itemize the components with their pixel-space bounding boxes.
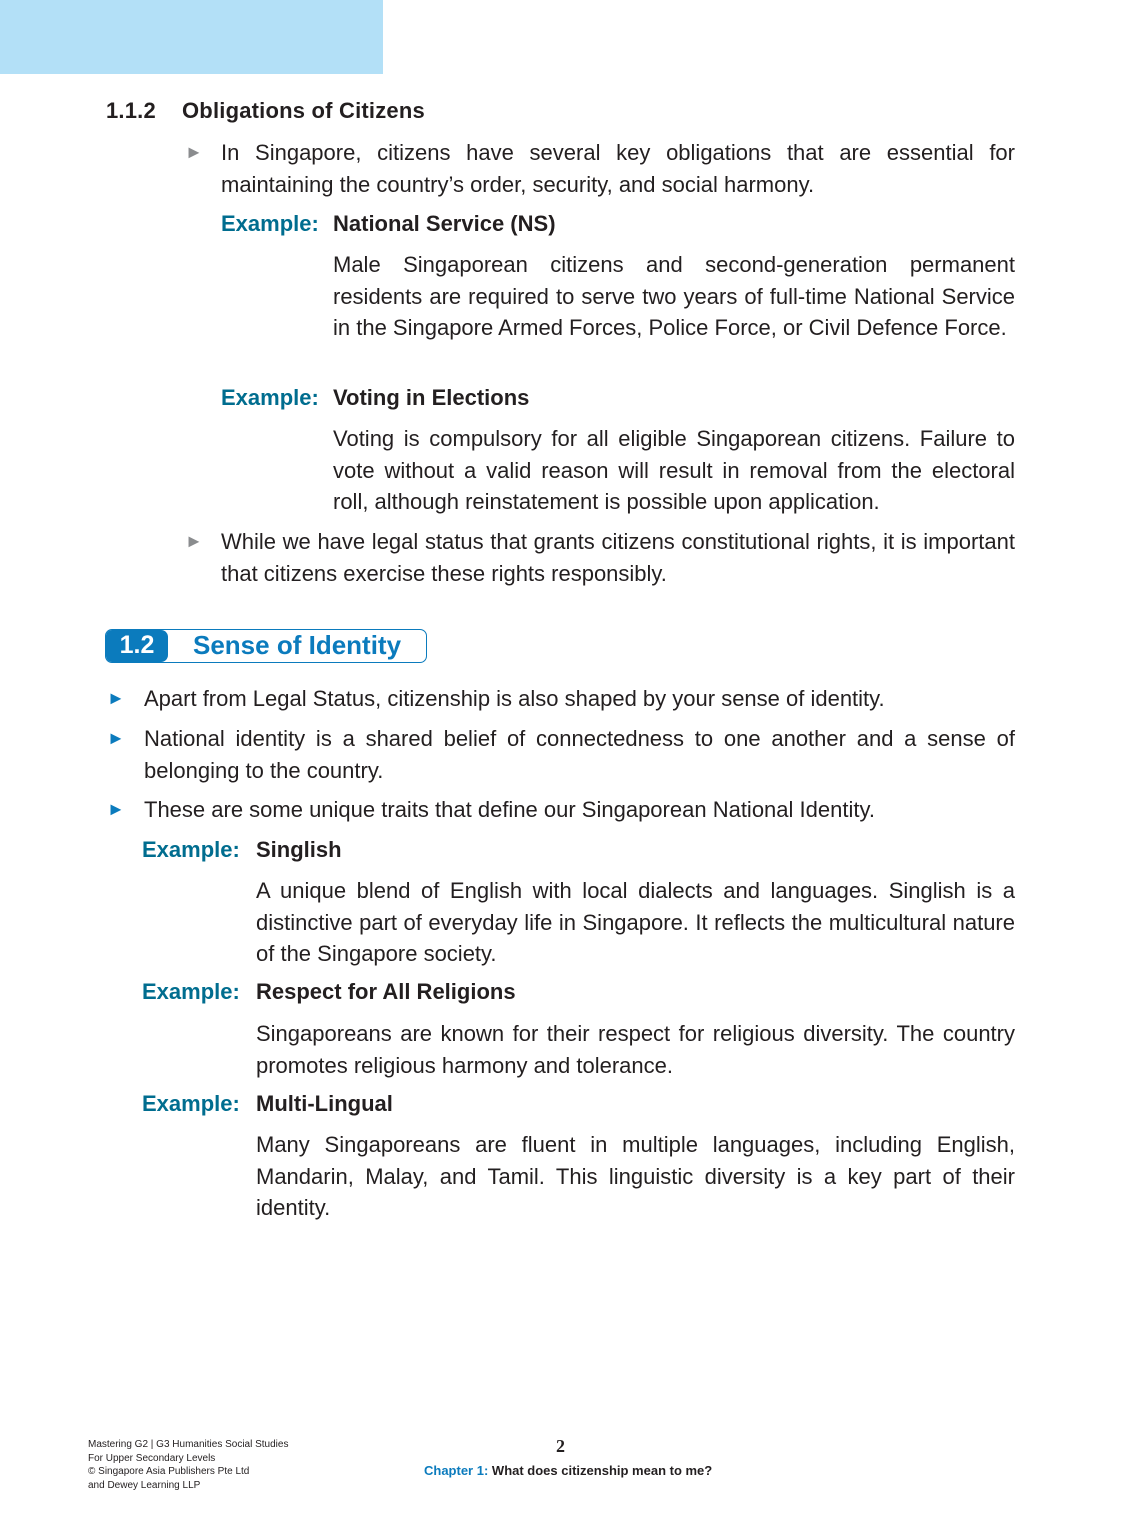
example-title: Singlish: [256, 837, 342, 862]
bullet-text: These are some unique traits that define our Singaporean National Identity.: [144, 797, 875, 822]
triangle-bullet-icon: ►: [185, 142, 203, 162]
triangle-bullet-icon: ►: [107, 799, 125, 819]
footer-line: and Dewey Learning LLP: [88, 1479, 201, 1491]
example-body: Voting is compulsory for all eligible Singaporean citizens. Failure to vote without a valid reason will result in removal from the electoral roll, although reinstatement is possible upon application.: [333, 426, 1015, 514]
example-title: Voting in Elections: [333, 385, 530, 410]
chapter-title: What does citizenship mean to me?: [491, 1463, 713, 1478]
footer-chapter: [424, 1463, 712, 1478]
bullet-text: Apart from Legal Status, citizenship is also shaped by your sense of identity.: [144, 686, 885, 711]
triangle-bullet-icon: ►: [185, 531, 203, 551]
page-number-text: 2: [556, 1436, 565, 1456]
example-label: Example:: [221, 385, 319, 410]
header-color-band: [0, 0, 383, 74]
example-title: Multi-Lingual: [256, 1091, 393, 1116]
example-body: Many Singaporeans are fluent in multiple languages, including English, Mandarin, Malay, and Tamil. This linguistic diversity is a key part of their identity.: [256, 1132, 1015, 1220]
example-body: Male Singaporean citizens and second-generation permanent residents are required to serve two years of full-time National Service in the Singapore Armed Forces, Police Force, or Civil Defence Force.: [333, 252, 1015, 340]
example-label: Example:: [142, 837, 240, 862]
bullet-item: [107, 683, 1015, 715]
section-title: Sense of Identity: [193, 630, 402, 660]
subsection-title: Obligations of Citizens: [182, 98, 425, 123]
bullet-text: National identity is a shared belief of connectedness to one another and a sense of belonging to the country.: [144, 726, 1015, 783]
subsection-heading: [106, 98, 425, 124]
subsection-number: 1.1.2: [106, 98, 156, 123]
example-body: A unique blend of English with local dialects and languages. Singlish is a distinctive part of everyday life in Singapore. It reflects the multicultural nature of the Singapore society.: [256, 878, 1015, 966]
bullet-text: While we have legal status that grants citizens constitutional rights, it is important that citizens exercise these rights responsibly.: [221, 529, 1015, 586]
example-label: Example:: [142, 1091, 240, 1116]
bullet-item: [107, 794, 1015, 826]
example-title: National Service (NS): [333, 211, 556, 236]
footer-line: © Singapore Asia Publishers Pte Ltd: [88, 1466, 250, 1477]
section-number: 1.2: [106, 630, 168, 662]
triangle-bullet-icon: ►: [107, 688, 125, 708]
footer-line: For Upper Secondary Levels: [88, 1452, 216, 1464]
example-label: Example:: [142, 979, 240, 1004]
page-number: [0, 1436, 1123, 1457]
triangle-bullet-icon: ►: [107, 728, 125, 748]
example-label: Example:: [221, 211, 319, 236]
bullet-text: In Singapore, citizens have several key obligations that are essential for maintaining the country’s order, security, and social harmony.: [221, 140, 1015, 197]
footer-line: Mastering G2 | G3 Humanities Social Studies: [88, 1439, 289, 1450]
section-heading: [105, 629, 427, 663]
bullet-item: [185, 137, 1015, 200]
example-title: Respect for All Religions: [256, 979, 516, 1004]
example-body: Singaporeans are known for their respect for religious diversity. The country promotes religious harmony and tolerance.: [256, 1021, 1015, 1078]
chapter-label: Chapter 1:: [424, 1463, 489, 1478]
bullet-item: [185, 526, 1015, 589]
bullet-item: [107, 723, 1015, 786]
